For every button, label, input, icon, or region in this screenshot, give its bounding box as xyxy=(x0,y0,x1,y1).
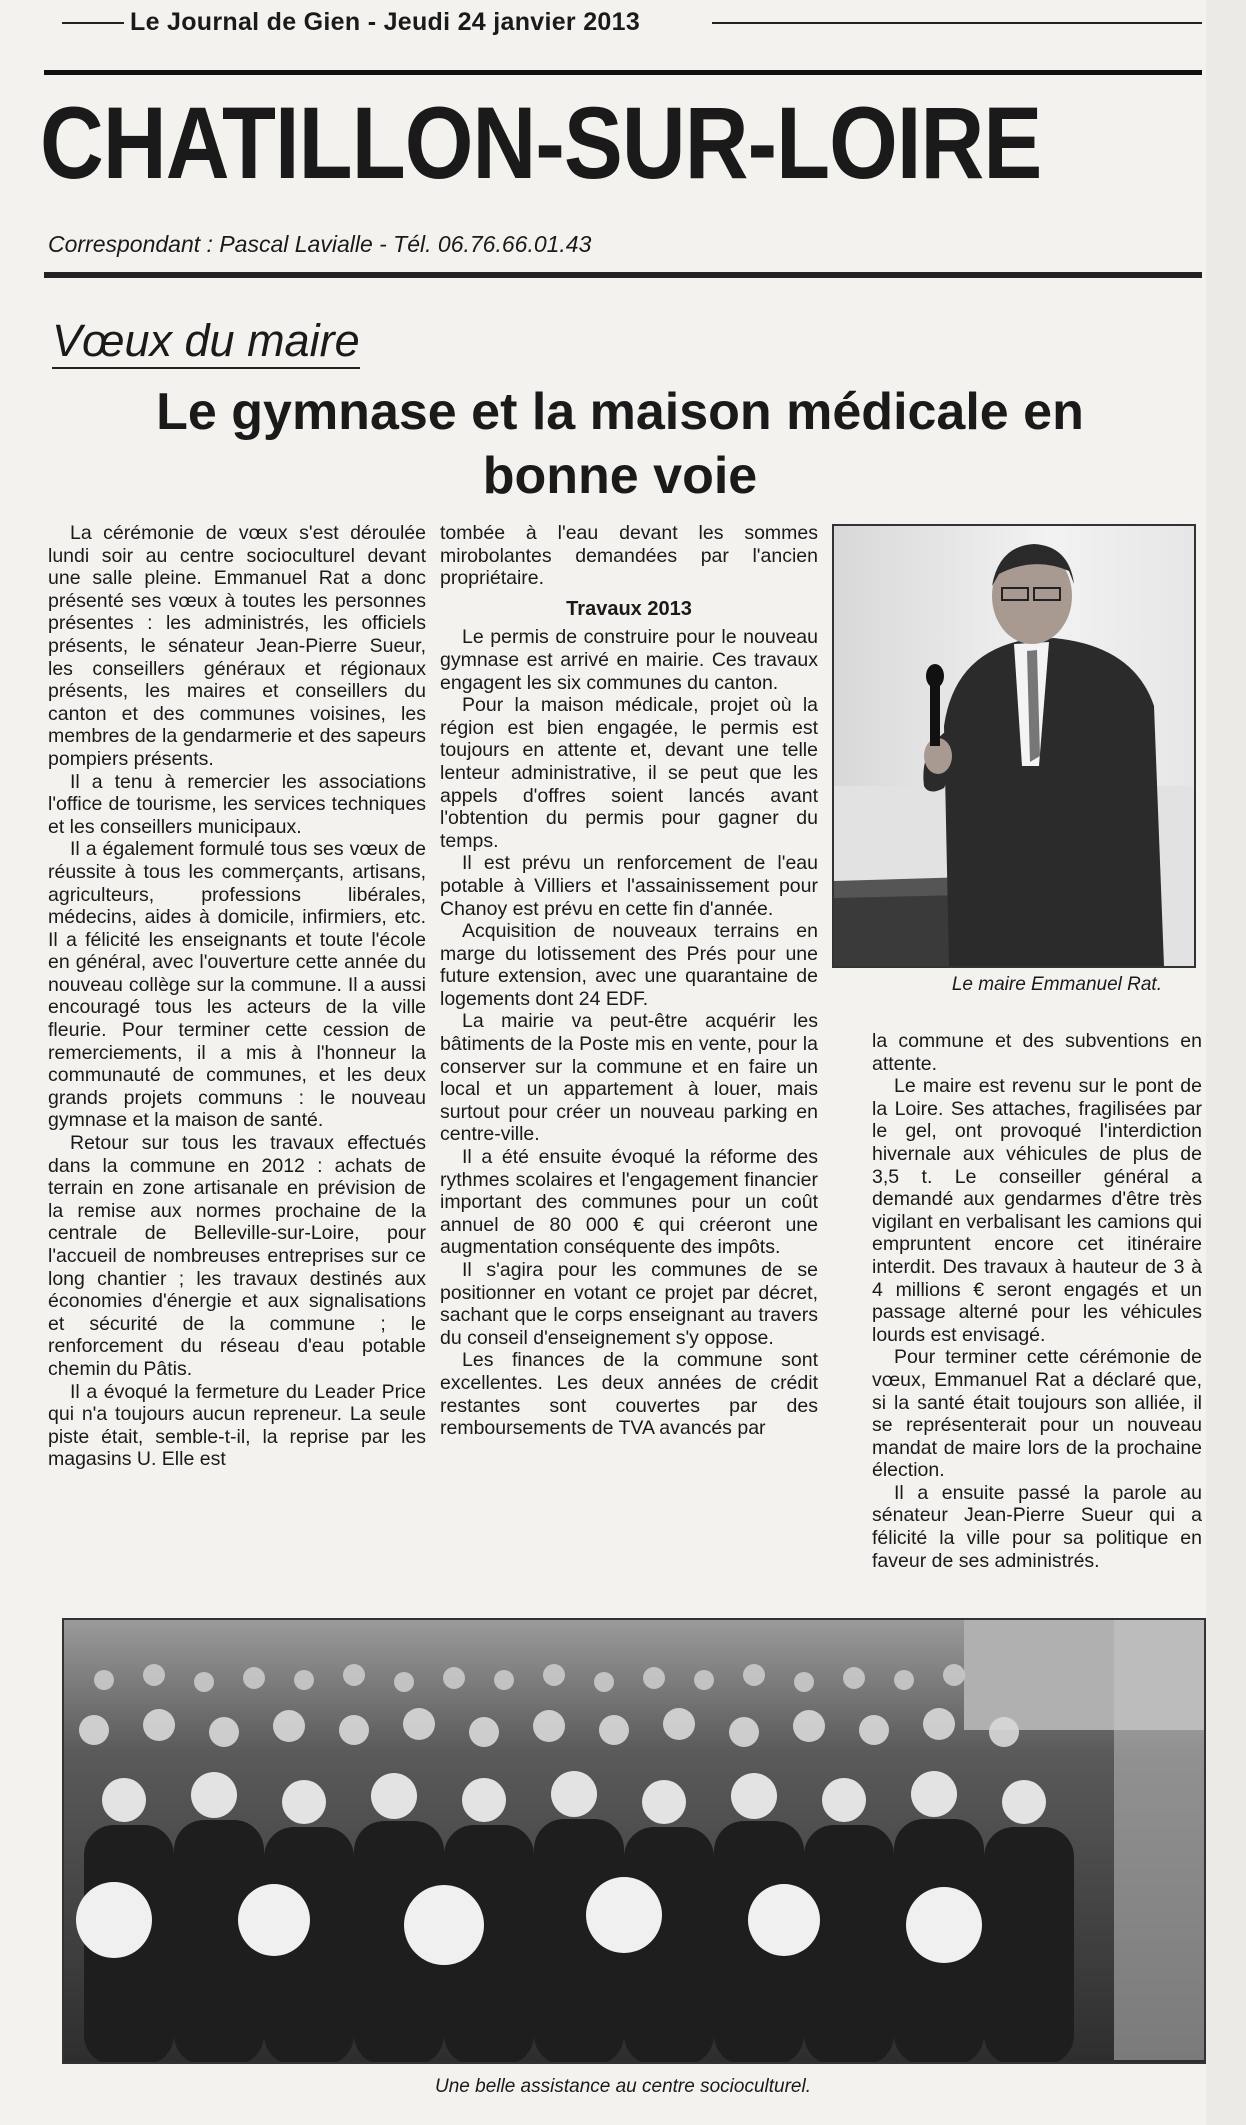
paragraph: Il a été ensuite évoqué la réforme des rythmes scolaires et l'engagement financier important des communes pour un coût annuel de 80 000 € qui créeront une augmentation conséquente des impôts. xyxy=(440,1146,818,1259)
paragraph: Il a évoqué la fermeture du Leader Price qui n'a toujours aucun repreneur. La seule piste était, semble-t-il, la reprise par les magasins U. Elle est xyxy=(48,1380,426,1471)
paragraph: La cérémonie de vœux s'est déroulée lundi soir au centre socioculturel devant une salle pleine. Emmanuel Rat a donc présenté ses vœux à toutes les personnes présentes : les administrés, les officiels présents, le sénateur Jean-Pierre Sueur, les conseillers généraux et régionaux présents, les maires et conseillers du canton et des communes voisines, les membres de la gendarmerie et des sapeurs pompiers présents. xyxy=(48,522,426,770)
paragraph: Le maire est revenu sur le pont de la Loire. Ses attaches, fragilisées par le gel, ont provoqué l'interdiction hivernale aux véhicules de plus de 3,5 t. Le conseiller général a demandé aux gendarmes d'être très vigilant en verbalisant les camions qui empruntent encore cet itinéraire interdit. Des travaux à hauteur de 3 à 4 millions € seront engagés et un passage alterné pour les véhicules lourds est envisagé. xyxy=(872,1075,1202,1346)
mayor-photo-illustration xyxy=(834,526,1194,966)
correspondent-line: Correspondant : Pascal Lavialle - Tél. 06.76.66.01.43 xyxy=(48,231,592,257)
adjacent-page-margin xyxy=(1206,0,1246,2125)
audience-photo-caption: Une belle assistance au centre socioculturel. xyxy=(435,2076,811,2097)
article-column-2 xyxy=(440,522,818,1440)
paragraph: Les finances de la commune sont excellentes. Les deux années de crédit restantes sont couvertes par des remboursements de TVA avancés par xyxy=(440,1349,818,1440)
paragraph: Pour terminer cette cérémonie de vœux, Emmanuel Rat a déclaré que, si la santé était toujours son alliée, il se représenterait pour un nouveau mandat de maire lors de la prochaine élection. xyxy=(872,1346,1202,1482)
section-rule xyxy=(44,272,1202,278)
subheading: Travaux 2013 xyxy=(566,597,692,620)
paragraph: Il s'agira pour les communes de se positionner en votant ce projet par décret, sachant que le corps enseignant au travers du conseil d'enseignement s'y oppose. xyxy=(440,1259,818,1349)
paragraph: la commune et des subventions en attente. xyxy=(872,1030,1202,1075)
paragraph: Pour la maison médicale, projet où la région est bien engagée, le permis est toujours en attente et, devant une telle lenteur administrative, il se peut que les appels d'offres soient lancés avant l'obtention du permis pour gagner du temps. xyxy=(440,694,818,852)
paragraph: Retour sur tous les travaux effectués dans la commune en 2012 : achats de terrain en zone artisanale en prévision de la remise aux normes prochaine de la centrale de Belleville-sur-Loire, pour l'accueil de nombreuses entreprises sur ce long chantier ; les travaux destinés aux économies d'énergie et aux signalisations et sécurité de la commune ; le renforcement du réseau d'eau potable chemin du Pâtis. xyxy=(48,1132,426,1380)
publication-line: Le Journal de Gien - Jeudi 24 janvier 2013 xyxy=(130,8,641,36)
paragraph: tombée à l'eau devant les sommes mirobolantes demandées par l'ancien propriétaire. xyxy=(440,522,818,590)
header-rule-right xyxy=(712,22,1202,24)
paragraph: La mairie va peut-être acquérir les bâtiments de la Poste mis en vente, pour la conserver sur la commune et en faire un local et un appartement à louer, mais surtout pour créer un nouveau parking en centre-ville. xyxy=(440,1010,818,1146)
top-rule xyxy=(44,70,1202,75)
paragraph: Le permis de construire pour le nouveau gymnase est arrivé en mairie. Ces travaux engagent les six communes du canton. xyxy=(440,626,818,694)
paragraph: Il a tenu à remercier les associations l'office de tourisme, les services techniques et les conseillers municipaux. xyxy=(48,770,426,838)
article-kicker: Vœux du maire xyxy=(52,318,360,369)
section-title: CHATILLON-SUR-LOIRE xyxy=(40,87,1042,201)
mayor-photo xyxy=(832,524,1196,968)
mayor-photo-caption: Le maire Emmanuel Rat. xyxy=(951,974,1162,995)
paragraph: Acquisition de nouveaux terrains en marge du lotissement des Prés pour une future extension, avec une quarantaine de logements dont 24 EDF. xyxy=(440,920,818,1010)
audience-photo xyxy=(62,1618,1206,2064)
paragraph: Il est prévu un renforcement de l'eau potable à Villiers et l'assainissement pour Chanoy est prévu en cette fin d'année. xyxy=(440,852,818,920)
paragraph: Il a également formulé tous ses vœux de réussite à tous les commerçants, artisans, agriculteurs, professions libérales, médecins, aides à domicile, infirmiers, etc. Il a félicité les enseignants et toute l'école en général, avec l'ouverture cette année du nouveau collège sur la commune. Il a aussi encouragé tous les acteurs de la ville fleurie. Pour terminer cette cession de remerciements, il a mis à l'honneur la communauté de communes, et les deux grands projets communs : le nouveau gymnase et la maison de santé. xyxy=(48,838,426,1132)
article-headline: Le gymnase et la maison médicale en bonne voie xyxy=(156,383,1084,505)
header-rule-left xyxy=(62,22,124,24)
paragraph: Il a ensuite passé la parole au sénateur Jean-Pierre Sueur qui a félicité la ville pour sa politique en faveur de ses administrés. xyxy=(872,1481,1202,1572)
article-column-1 xyxy=(48,522,426,1471)
article-column-3 xyxy=(872,1030,1202,1572)
audience-photo-illustration xyxy=(64,1620,1204,2062)
